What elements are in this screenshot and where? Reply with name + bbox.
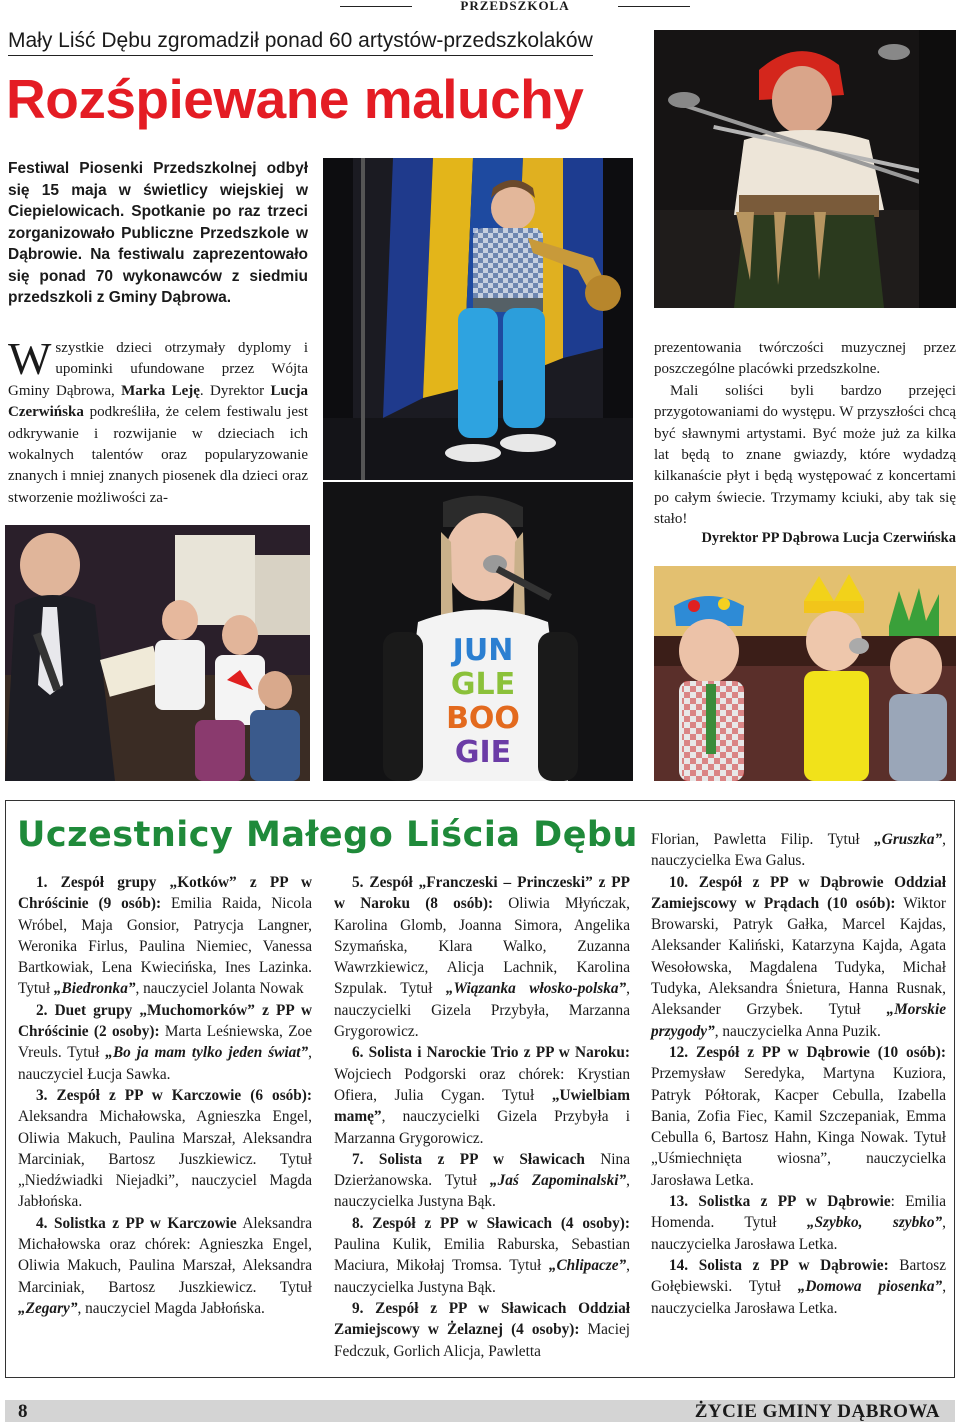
entry-text: Bartosz Gołębiewski. Tytuł (651, 1256, 946, 1296)
participant-entry (18, 1213, 312, 1319)
entry-song-title: „Chlipacze” (548, 1257, 627, 1275)
participant-entry (334, 1298, 630, 1362)
entry-text: , nauczycielka Ewa Galus. (651, 831, 946, 870)
entry-heading: 12. Zespół z PP w Dąbrowie (10 osób): (669, 1043, 946, 1061)
publication-name: ŻYCIE GMINY DĄBROWA (694, 1401, 940, 1422)
lead-paragraph: Festiwal Piosenki Przedszkolnej odbył się 15 maja w świetlicy wiejskiej w Ciepielowicach. Spotkanie po raz trzeci zorganizowało Publiczne Przedszkole w Dąbrowie. Na festiwalu zaprezentowało się ponad 70 wykonawców z siedmiu przedszkoli z Gminy Dąbrowa. (8, 160, 308, 306)
body-text: podkreśliła, że celem festiwalu jest odkrywanie i rozwijanie w dzieciach ich wokalnych talentów oraz popularyzowanie znanych i mniej znanych piosenek dla dzieci oraz stworzenie możliwości za- (8, 404, 308, 506)
entry-text: Aleksandra Michałowska oraz chórek: Agnieszka Engel, Oliwia Makuch, Paulina Marszał, Aleksandra Marciniak, Bartosz Juszkiewicz. Tytuł (18, 1214, 312, 1296)
participants-column-1 (18, 872, 312, 1319)
svg-text:GIE: GIE (454, 735, 512, 770)
entry-heading: 13. Solistka z PP w Dąbrowie (669, 1193, 891, 1211)
svg-text:BOO: BOO (446, 701, 520, 736)
entry-text: Oliwia Młyńczak, Karolina Glomb, Joanna Simora, Angelika Szymańska, Klara Walko, Zuzanna Wawrzkiewicz, Alicja Lachnik, Karolina Szpulak. Tytuł (334, 895, 630, 998)
entry-text: , nauczycielka Jarosława Letka. (651, 1278, 947, 1317)
entry-text: , nauczycielka Justyna Bąk. (334, 1172, 630, 1211)
entry-heading: 8. Zespół z PP w Sławicach (4 osoby): (352, 1214, 630, 1232)
participant-entry (651, 1255, 946, 1319)
body-text: . Dyrektor (199, 382, 271, 399)
participant-entry (18, 872, 312, 1000)
entry-text: , nauczyciel Łucja Sawka. (18, 1044, 312, 1083)
body-paragraph: prezentowania twórczości muzycznej przez poszczególne placówki przedszkolne. (654, 340, 956, 378)
body-paragraph: Mali soliści byli bardzo przejęci przygotowaniami do występu. W przyszłości chcą być sławnymi artystami. Być może już za kilka lat będą to znane gwiazdy, które wydadzą kilkanaście płyt i będą występować z koncertami po całym świecie. Trzymamy kciuki, aby tak się stało! (654, 382, 956, 528)
signature: Dyrektor PP Dąbrowa Lucja Czerwińska (701, 530, 956, 546)
participant-entry (651, 1042, 946, 1191)
costumed-children-photo (654, 566, 956, 781)
mayor-name: Marka Leję (121, 382, 200, 399)
entry-song-title: „Zegary” (18, 1299, 78, 1317)
entry-song-title: „Jaś Zapominalski” (489, 1172, 627, 1190)
participant-entry (334, 872, 630, 1042)
entry-song-title: „Gruszka” (874, 831, 943, 848)
participants-title: Uczestnicy Małego Liścia Dębu (17, 815, 638, 855)
entry-text: , nauczyciel Magda Jabłońska. (77, 1299, 265, 1317)
kicker: Mały Liść Dębu zgromadził ponad 60 artystów-przedszkolaków (8, 28, 593, 56)
entry-text: , nauczycielki Gizela Przybyła i Marzanna Grygorowicz. (334, 1108, 630, 1147)
entry-song-title: „Wiązanka włosko-polska” (445, 980, 627, 998)
participants-column-3 (651, 829, 946, 1319)
entry-heading: 9. Zespół z PP w Sławicach Oddział Zamiejscowy w Żelaznej (4 osoby): (334, 1299, 630, 1339)
participants-column-2 (334, 872, 630, 1362)
section-label-text: PRZEDSZKOLA (460, 0, 570, 13)
entry-song-title: „Bo ja mam tylko jeden świat” (105, 1044, 309, 1062)
body-column-left (8, 333, 308, 509)
girl-singing-photo (323, 482, 633, 781)
entry-text: Paulina Kulik, Emilia Raburska, Sebastian Maciura, Mikołaj Tromsa. Tytuł (334, 1236, 630, 1275)
entry-text: Przemysław Seredyka, Martyna Kuziora, Patryk Półtorak, Kacper Cebulla, Izabella Bania, Zofia Fiec, Kamil Szczepaniak, Emma Cebulla 6, Bartosz Hahn, Kinga Nowak. Tytuł „Uśmiechnięta wiosna”, nauczycielka Jarosława Letka. (651, 1065, 946, 1189)
entry-heading: 1. Zespół grupy „Kotków” z PP w Chróścinie (9 osób): (18, 874, 312, 913)
entry-text: Marta Leśniewska, Zoe Vreuls. Tytuł (18, 1023, 312, 1062)
entry-heading: 7. Solista z PP w Sławicach (352, 1150, 585, 1168)
entry-text: : Emilia Homenda. Tytuł (651, 1193, 946, 1232)
entry-song-title: „Morskie przygody” (651, 1001, 946, 1040)
entry-song-title: „Domowa piosenka” (797, 1278, 943, 1296)
svg-text:JUN: JUN (452, 633, 514, 668)
costumed-woman-singer-photo (654, 30, 956, 308)
entry-song-title: „Biedronka” (53, 980, 136, 998)
entry-text: Aleksandra Michałowska, Agnieszka Engel, Oliwia Makuch, Paulina Marszał, Aleksandra Marciniak, Bartosz Juszkiewicz. Tytuł „Niedźwiadki Niejadki”, nauczyciel Magda Jabłońska. (18, 1108, 312, 1211)
entry-text: , nauczycielka Justyna Bąk. (334, 1257, 630, 1296)
entry-text: Emilia Raida, Nicola Wróbel, Maja Gonsior, Patrycja Langner, Weronika Firlus, Paulina Niemiec, Vanessa Bartkowiak, Lena Kwiecińska, Ines Lazinka. Tytuł (18, 895, 312, 998)
entry-text: Wojciech Podgorski oraz chórek: Krystian Ofiera, Julia Cygan. Tytuł (334, 1065, 630, 1104)
entry-heading: 10. Zespół z PP w Dąbrowie Oddział Zamiejscowy w Prądach (10 osób): (651, 873, 946, 912)
participant-entry (651, 872, 946, 1042)
director-name: Lucja Czerwińska (8, 382, 308, 421)
participant-entry (651, 829, 946, 872)
entry-song-title: „Szybko, szybko” (806, 1214, 943, 1232)
entry-heading: 5. Zespół „Franczeski – Princzeski” z PP w Naroku (8 osób): (334, 874, 630, 913)
entry-song-title: „Uwielbiam mamę” (334, 1086, 630, 1126)
participant-entry (18, 1085, 312, 1213)
section-label (340, 0, 690, 12)
headline: Rozśpiewane maluchy (6, 68, 584, 130)
entry-text: Nina Dzierżanowska. Tytuł (334, 1150, 630, 1190)
entry-heading: 14. Solista z PP w Dąbrowie: (669, 1256, 889, 1274)
participant-entry (334, 1213, 630, 1298)
entry-heading: 3. Zespół z PP w Karczowie (6 osób): (36, 1086, 312, 1104)
entry-heading: 4. Solistka z PP w Karczowie (36, 1214, 237, 1232)
entry-text: , nauczycielka Jarosława Letka. (651, 1214, 946, 1253)
participant-entry (651, 1191, 946, 1255)
body-text: szystkie dzieci otrzymały dyplomy i upominki ufundowane przez Wójta Gminy Dąbrowa, (8, 340, 308, 399)
boy-with-trumpet-photo (323, 158, 633, 480)
body-column-right (654, 338, 956, 531)
entry-heading: 6. Solista i Narockie Trio z PP w Naroku: (352, 1044, 630, 1062)
svg-text:GLE: GLE (450, 667, 516, 702)
entry-text: Maciej Fedczuk, Gorlich Alicja, Pawletta (334, 1321, 630, 1360)
participant-entry (334, 1149, 630, 1213)
diploma-handover-photo (5, 525, 310, 781)
entry-text: , nauczyciel Jolanta Nowak (135, 980, 304, 998)
participant-entry (18, 1000, 312, 1085)
participant-entry (334, 1042, 630, 1148)
entry-text: Wiktor Browarski, Patryk Gałka, Marcel Kajdas, Aleksander Kaliński, Katarzyna Kajda, Agata Wesołowska, Magdalena Tudyka, Michał Tudyka, Aleksandra Śnietura, Hanna Rusnak, Aleksander Grzybek. Tytuł (651, 894, 946, 1019)
drop-cap: W (8, 333, 52, 384)
page-number: 8 (18, 1401, 28, 1422)
entry-text: , nauczycielki Gizela Przybyła, Marzanna Grygorowicz. (334, 980, 630, 1041)
entry-text: , nauczycielka Anna Puzik. (714, 1022, 881, 1040)
entry-text: Florian, Pawletta Filip. Tytuł (651, 831, 875, 848)
entry-heading: 2. Duet grupy „Muchomorków” z PP w Chróścinie (2 osoby): (18, 1001, 312, 1041)
